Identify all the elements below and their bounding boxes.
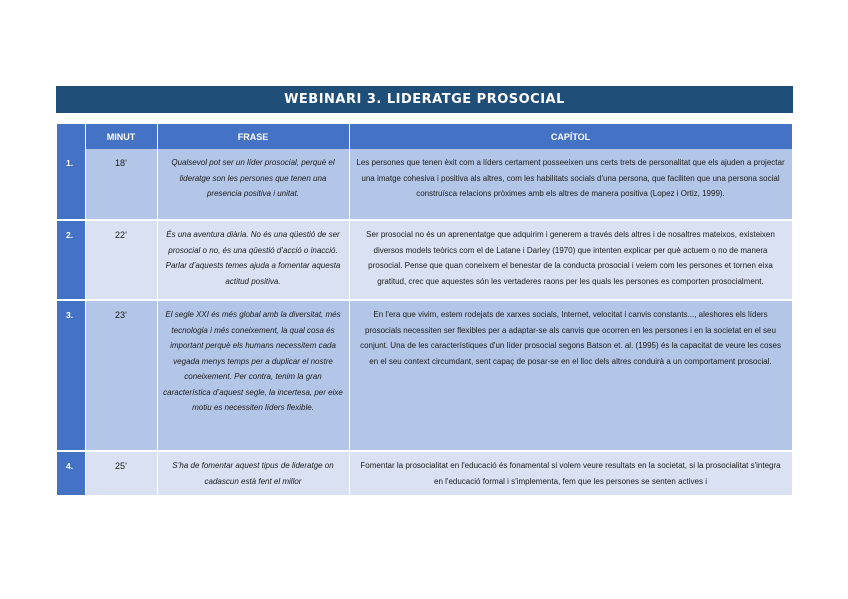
table-row: [57, 220, 792, 300]
row-capitol: Fomentar la prosocialitat en l'educació és fonamental si volem veure resultats en la societat, si la prosocialitat s'integra en l'educació formal i s'implementa, fem que les persones se senten actives i: [349, 451, 792, 496]
row-minut: 23’: [85, 300, 157, 451]
row-capitol: En l'era que vivim, estem rodejats de xarxes socials, Internet, velocitat i canvis constants..., aleshores els líders prosocials necessiten ser flexibles per a adaptar-se als canvis que ocorren en les persones i en la societat en el seu conjunt. Una de les característiques d'un líder prosocial segons Batson et. al. (1995) és la capacitat de veure les coses en el seu context circumdant, sent capaç de posar-se en el lloc dels altres conduirà a un comportament prosocial.: [349, 300, 792, 451]
row-minut: 25’: [85, 451, 157, 496]
row-capitol: Ser prosocial no és un aprenentatge que adquirim i generem a través dels altres i de nosaltres mateixos, existeixen diversos models teòrics com el de Latane i Darley (1970) que intenten explicar per què actuem o no de manera prosocial. Pense que quan coneixem el benestar de la conducta prosocial i veiem com les persones et tornen eixa gratitud, crec que aquestes són les vertaderes raons per les quals les persones es comporten prosocialment.: [349, 220, 792, 300]
table-row: [57, 300, 792, 451]
table-row: [57, 451, 792, 496]
header-frase: FRASE: [157, 124, 349, 149]
row-minut: 18’: [85, 149, 157, 220]
row-capitol: Les persones que tenen èxit com a líders certament posseeixen uns certs trets de personalitat que els ajuden a projectar una imatge cohesiva i positiva als altres, com les habilitats socials d'una persona, que faciliten que una persona social construïsca relacions pròximes amb els altres de manera positiva (Lopez i Ortiz, 1999).: [349, 149, 792, 220]
quotes-table-container: [57, 124, 792, 507]
row-frase: S’ha de fomentar aquest tipus de lideratge on cadascun està fent el millor: [157, 451, 349, 496]
row-number: 3.: [57, 300, 85, 451]
row-frase: És una aventura diària. No és una qüestió de ser prosocial o no, és una qüestió d’acció o inacció. Parlar d’aquests temes ajuda a fomentar aquesta actitud positiva.: [157, 220, 349, 300]
row-minut: 22’: [85, 220, 157, 300]
row-frase: Qualsevol pot ser un líder prosocial, perquè el lideratge son les persones que tenen una presencia positiva i unitat.: [157, 149, 349, 220]
row-number: 4.: [57, 451, 85, 496]
row-number: 2.: [57, 220, 85, 300]
header-num: [57, 124, 85, 149]
header-minut: MINUT: [85, 124, 157, 149]
row-frase: El segle XXI és més global amb la diversitat, més tecnologia i més coneixement, la qual cosa és important perquè els humans necessitem cada vegada menys temps per a duplicar el nostre coneixement. Per contra, tenim la gran característica d’aquest segle, la incertesa, per eixe motiu es necessiten líders flexible.: [157, 300, 349, 451]
quotes-table: [57, 124, 792, 497]
table-header-row: [57, 124, 792, 149]
header-capitol: CAPÍTOL: [349, 124, 792, 149]
table-row: [57, 149, 792, 220]
row-number: 1.: [57, 149, 85, 220]
page-title: WEBINARI 3. LIDERATGE PROSOCIAL: [56, 86, 793, 113]
